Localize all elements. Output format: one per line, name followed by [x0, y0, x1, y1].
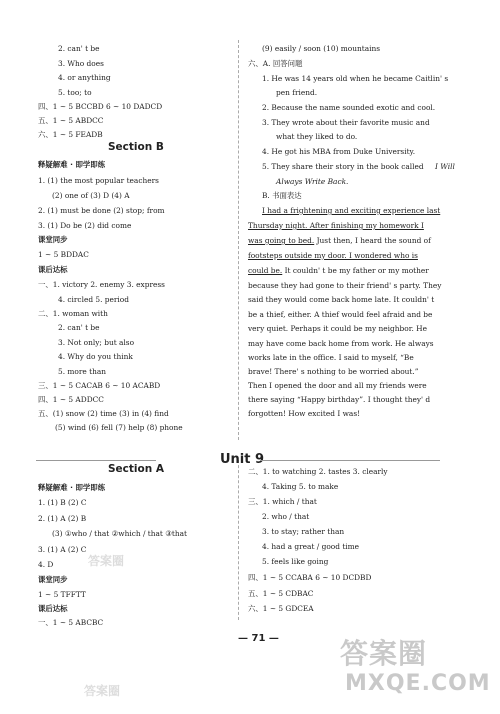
subsection-heading: 课后达标 — [38, 604, 68, 613]
answer-line: 1 ~ 5 BDDAC — [38, 250, 89, 259]
answer-line: 4. D — [38, 560, 54, 569]
answer-line: 5. feels like going — [262, 557, 329, 566]
watermark-logo: 答案圈 — [88, 554, 125, 568]
answer-line: works late in the office. I said to myself, “Be — [248, 353, 414, 362]
answer-line: 五、1 ~ 5 ABDCC — [38, 116, 104, 125]
answer-line: 3. Who does — [58, 59, 104, 68]
book-title-part: I Will — [435, 162, 455, 171]
answer-line: what they liked to do. — [276, 132, 358, 141]
answer-line: 5. They share their story in the book called — [262, 162, 424, 171]
answer-line: 六、1 ~ 5 FEADB — [38, 130, 103, 139]
answer-line: (3) ①who / that ②which / that ③that — [52, 529, 187, 538]
answer-line: 四、1 ~ 5 ADDCC — [38, 395, 104, 404]
answer-line: 五、1 ~ 5 CDBAC — [248, 589, 314, 598]
answer-line: 4. Why do you think — [58, 352, 133, 361]
answer-line: may have come back home from work. He always — [248, 339, 434, 348]
watermark-logo: 答案圈 — [340, 637, 428, 670]
answer-line: 4. or anything — [58, 73, 111, 82]
answer-line: (2) one of (3) D (4) A — [52, 191, 130, 200]
underlined-phrase: was going to bed. — [248, 236, 315, 245]
answer-line: 2. Because the name sounded exotic and cool. — [262, 103, 436, 112]
answer-line: 2. (1) A (2) B — [38, 514, 87, 523]
answer-line: 2. can' t be — [58, 44, 100, 53]
section-a-heading: Section A — [108, 463, 164, 475]
answer-line: 4. had a great / good time — [262, 542, 360, 551]
answer-line: 4. He got his MBA from Duke University. — [262, 147, 416, 156]
page-number: — 71 — — [238, 633, 279, 644]
answer-line: 3. (1) A (2) C — [38, 545, 87, 554]
answer-line: I had a frightening and exciting experience last — [262, 206, 441, 215]
answer-line: 二、1. woman with — [38, 309, 108, 318]
answer-line: 1. (1) B (2) C — [38, 498, 87, 507]
answer-line: 六、1 ~ 5 GDCEA — [248, 604, 314, 613]
answer-line: be a thief, either. A thief would feel afraid and be — [248, 310, 433, 319]
answer-line: 4. circled 5. period — [58, 295, 129, 304]
answer-line: 3. (1) Do be (2) did come — [38, 221, 132, 230]
answer-line: 1 ~ 5 TFFTT — [38, 590, 86, 599]
watermark-url: MXQE.COM — [345, 671, 491, 696]
answer-line: 5. more than — [58, 367, 107, 376]
answer-line: 四、1 ~ 5 BCCBD 6 ~ 10 DADCD — [38, 102, 163, 111]
subsection-heading: 课堂同步 — [38, 575, 68, 584]
answer-line: 2. can' t be — [58, 323, 100, 332]
answer-line: 5. too; to — [58, 88, 92, 97]
answer-line: forgotten! How excited I was! — [248, 409, 361, 418]
answer-line: Then I opened the door and all my friends were — [248, 381, 427, 390]
answer-line: 3. Not only; but also — [58, 338, 135, 347]
answer-line: 二、1. to watching 2. tastes 3. clearly — [248, 467, 388, 476]
section-b-heading: Section B — [108, 141, 164, 153]
answer-line: 4. Taking 5. to make — [262, 482, 339, 491]
rule-right — [260, 460, 440, 461]
watermark-logo: 答案圈 — [84, 684, 121, 698]
answer-line: there saying “Happy birthday”. I thought they' d — [248, 395, 431, 404]
answer-line: 三、1. which / that — [248, 497, 317, 506]
answer-line — [248, 267, 429, 274]
answer-line: pen friend. — [276, 88, 318, 97]
answer-line: 2. (1) must be done (2) stop; from — [38, 206, 165, 215]
answer-line: 3. to stay; rather than — [262, 527, 345, 536]
subsection-heading: 释疑解难 · 即学即练 — [38, 160, 106, 169]
answer-line: (9) easily / soon (10) mountains — [262, 44, 381, 53]
unit-title: Unit 9 — [220, 452, 265, 467]
subsection-heading: 课后达标 — [38, 265, 68, 274]
text-run: Just then, I heard the sound of — [314, 236, 431, 245]
answer-line: 五、(1) snow (2) time (3) in (4) find — [38, 409, 169, 418]
subsection-heading: 课堂同步 — [38, 235, 68, 244]
answer-line: 一、1 ~ 5 ABCBC — [38, 618, 104, 627]
answer-line: 四、1 ~ 5 CCABA 6 ~ 10 DCDBD — [248, 573, 372, 582]
answer-line: footsteps outside my door. I wondered who is — [248, 251, 418, 260]
column-divider — [238, 40, 239, 440]
answer-line: B. 书面表达 — [262, 191, 302, 200]
answer-line — [248, 237, 431, 244]
column-divider — [238, 460, 239, 620]
underlined-phrase: could be. — [248, 266, 283, 275]
rule-left — [36, 460, 156, 461]
answer-line: 1. (1) the most popular teachers — [38, 176, 159, 185]
answer-line: 一、1. victory 2. enemy 3. express — [38, 280, 165, 289]
answer-line: because they had gone to their friend' s party. They — [248, 281, 442, 290]
answer-line: 3. They wrote about their favorite music and — [262, 118, 430, 127]
answer-line: said they would come back home late. It couldn' t — [248, 295, 435, 304]
answer-line: 三、1 ~ 5 CACAB 6 ~ 10 ACABD — [38, 381, 161, 390]
answer-line: 2. who / that — [262, 512, 310, 521]
answer-line: Thursday night. After finishing my homework I — [248, 221, 424, 230]
text-run: It couldn' t be my father or my mother — [282, 266, 429, 275]
answer-line: (5) wind (6) fell (7) help (8) phone — [55, 423, 183, 432]
answer-line: brave! There' s nothing to be worried about.” — [248, 367, 419, 376]
answer-line: 1. He was 14 years old when he became Caitlin' s — [262, 74, 449, 83]
answer-line: 六、A. 回答问题 — [248, 59, 303, 68]
answer-line: Always Write Back. — [276, 177, 349, 186]
answer-line: very quiet. Perhaps it could be my neighbor. He — [248, 324, 427, 333]
subsection-heading: 释疑解难 · 即学即练 — [38, 483, 106, 492]
